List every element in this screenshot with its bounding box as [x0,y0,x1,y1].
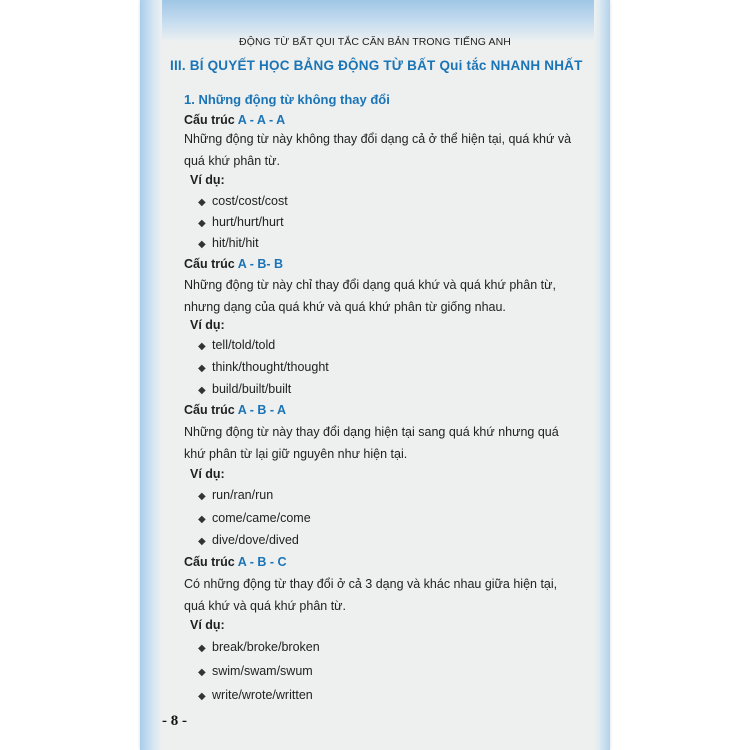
description-line: nhưng dạng của quá khứ và quá khứ phân từ giống nhau. [184,300,506,314]
example-text: come/came/come [212,511,311,525]
diamond-bullet-icon: ◆ [198,667,206,678]
section-heading: III. BÍ QUYẾT HỌC BẢNG ĐỘNG TỪ BẤT Qui tắc NHANH NHẤT [170,58,583,73]
diamond-bullet-icon: ◆ [198,643,206,654]
diamond-bullet-icon: ◆ [198,536,206,547]
structure-heading-1 [184,113,285,127]
example-text: hit/hit/hit [212,236,259,250]
diamond-bullet-icon: ◆ [198,514,206,525]
example-label: Ví dụ: [190,618,225,632]
description-line: Những động từ này không thay đổi dạng cả ở thể hiện tại, quá khứ và [184,132,572,146]
structure-pattern: A - B - A [237,403,287,417]
structure-label: Cấu trúc [184,403,235,417]
right-decorative-band [594,0,610,750]
example-item [198,688,313,702]
structure-label: Cấu trúc [184,113,235,127]
example-item [198,194,288,208]
example-item [198,382,291,396]
structure-pattern: A - B- B [237,257,284,271]
example-item [198,533,299,547]
structure-description-4 [184,573,604,617]
sub-heading: 1. Những động từ không thay đổi [184,92,390,107]
example-label: Ví dụ: [190,318,225,332]
example-item [198,488,273,502]
description-line: khứ phân từ lại giữ nguyên như hiện tại. [184,447,408,461]
diamond-bullet-icon: ◆ [198,341,206,352]
example-text: run/ran/run [212,488,274,502]
example-item [198,360,329,374]
example-text: write/wrote/written [212,688,313,702]
description-line: Những động từ này chỉ thay đổi dạng quá khứ và quá khứ phân từ, [184,278,556,292]
example-item [198,511,311,525]
example-text: think/thought/thought [212,360,329,374]
example-item [198,664,313,678]
structure-description-2 [184,274,604,318]
example-text: build/built/built [212,382,292,396]
structure-label: Cấu trúc [184,257,235,271]
left-decorative-band [140,0,162,750]
book-page [140,0,610,750]
example-item [198,640,320,654]
example-item [198,236,259,250]
diamond-bullet-icon: ◆ [198,218,206,229]
example-text: dive/dove/dived [212,533,299,547]
diamond-bullet-icon: ◆ [198,385,206,396]
page-number: - 8 - [162,713,187,729]
example-label: Ví dụ: [190,467,225,481]
example-text: break/broke/broken [212,640,320,654]
running-head: ĐỘNG TỪ BẤT QUI TẮC CĂN BẢN TRONG TIẾNG ANH [239,36,511,48]
diamond-bullet-icon: ◆ [198,239,206,250]
structure-pattern: A - B - C [237,555,287,569]
structure-heading-3 [184,403,286,417]
example-item [198,338,275,352]
description-line: quá khứ phân từ. [184,154,280,168]
example-item [198,215,284,229]
diamond-bullet-icon: ◆ [198,691,206,702]
structure-description-3 [184,421,604,465]
example-text: tell/told/told [212,338,276,352]
structure-label: Cấu trúc [184,555,235,569]
description-line: Những động từ này thay đổi dạng hiện tại sang quá khứ nhưng quá [184,425,559,439]
structure-heading-2 [184,257,283,271]
structure-description-1 [184,128,604,172]
description-line: Có những động từ thay đổi ở cả 3 dạng và khác nhau giữa hiện tại, [184,577,558,591]
example-text: cost/cost/cost [212,194,288,208]
diamond-bullet-icon: ◆ [198,363,206,374]
example-label: Ví dụ: [190,173,225,187]
structure-pattern: A - A - A [237,113,286,127]
structure-heading-4 [184,555,287,569]
description-line: quá khứ và quá khứ phân từ. [184,599,347,613]
example-text: hurt/hurt/hurt [212,215,284,229]
diamond-bullet-icon: ◆ [198,197,206,208]
diamond-bullet-icon: ◆ [198,491,206,502]
example-text: swim/swam/swum [212,664,313,678]
